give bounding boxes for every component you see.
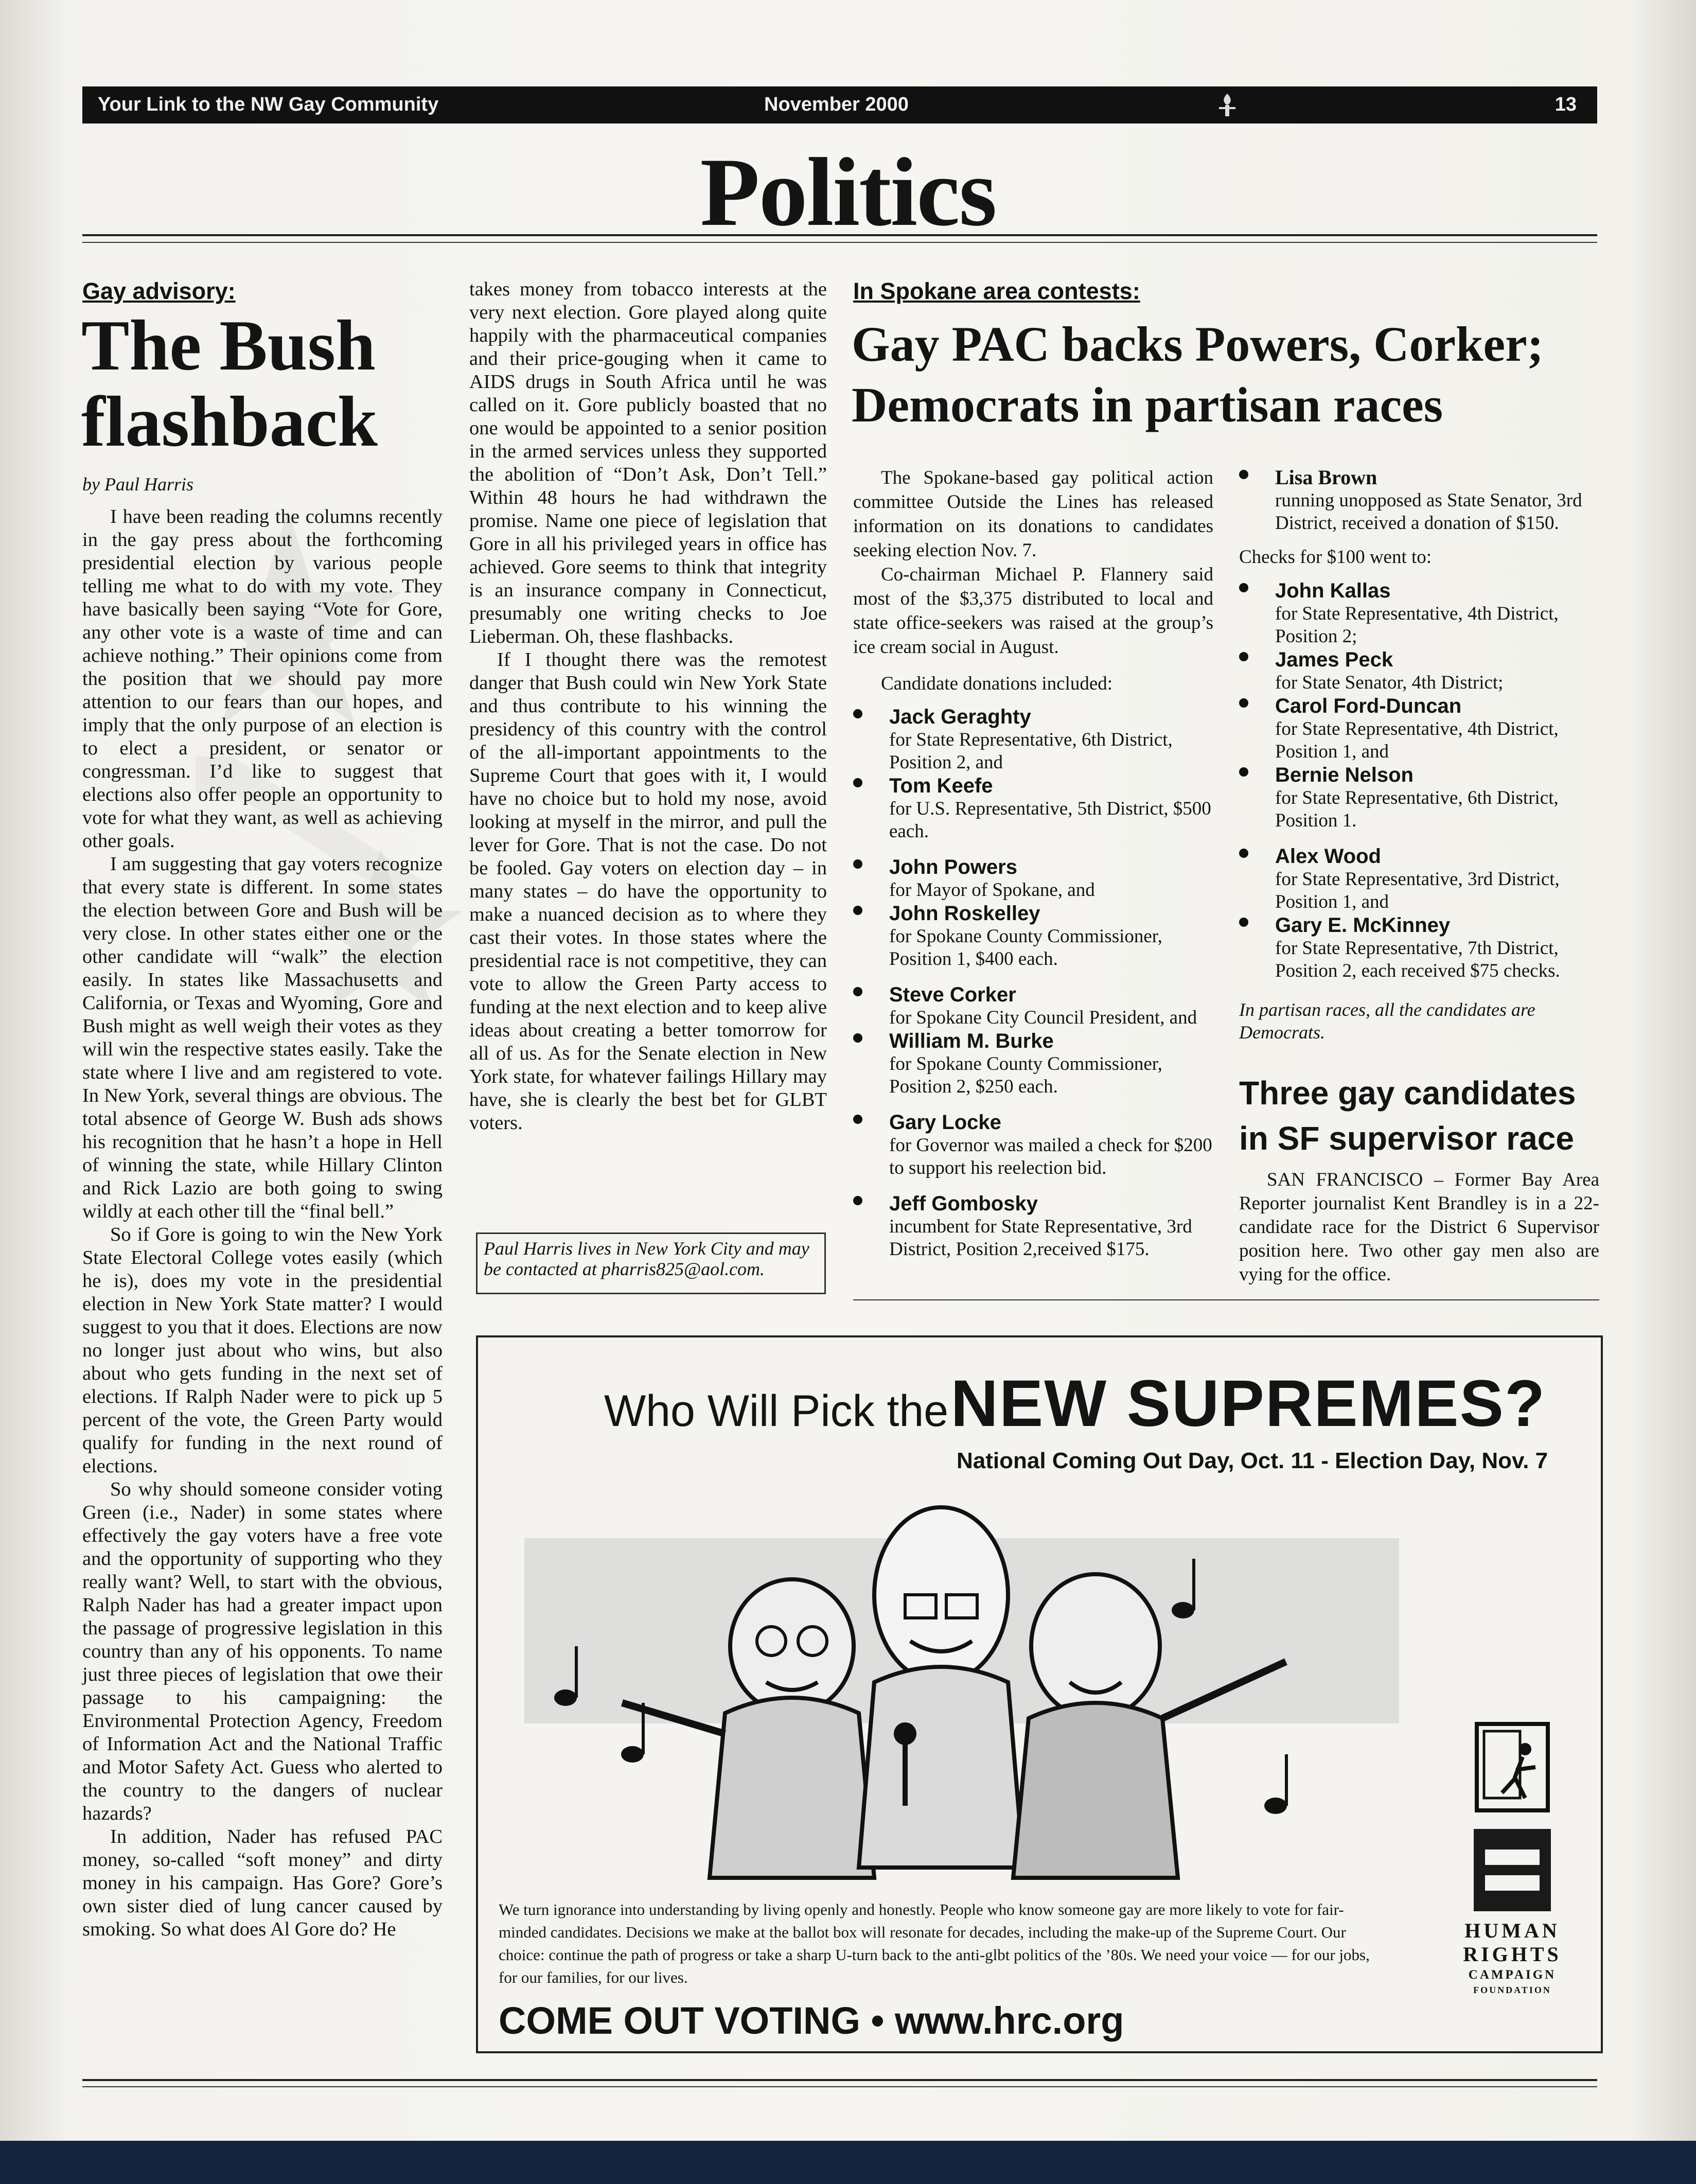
caricature-illustration	[504, 1476, 1430, 1888]
bottom-rule	[82, 2079, 1597, 2081]
list-item: William M. Burke for Spokane County Commissioner, Position 2, $250 each.	[853, 1029, 1213, 1098]
list-item: John Powers for Mayor of Spokane, and	[853, 855, 1213, 902]
paragraph: The Spokane-based gay political action committee Outside the Lines has released information on its donations to candidates seeking election Nov. 7.	[853, 467, 1213, 561]
hrc-wordmark: HUMAN RIGHTS CAMPAIGN FOUNDATION	[1463, 1919, 1562, 1995]
list-item: John Roskelley for Spokane County Commissioner, Position 1, $400 each.	[853, 902, 1213, 971]
right-headline: Gay PAC backs Powers, Corker; Democrats in partisan races	[852, 316, 1544, 432]
masthead-band	[82, 86, 1597, 124]
right-article-intro	[853, 466, 1213, 696]
paragraph: If I thought there was the remotest danger that Bush could win New York State and thus contribute to his winning the presidency of this country with the control of the all-important appointments to the Supreme Court that goes with it, I would have no choice but to hold my nose, avoid looking at myself in the mirror, and pull the lever for Gore. That is not the case. Do not be fooled. Gay voters on election day – in many states – do have the opportunity to make a nuanced decision as to where they cast their votes. In those states where the presidential race is not competitive, they can vote to allow the Green Party access to funding at the next election and to keep alive ideas about creating a better tomorrow for all of us. As for the Senate election in New York state, for whatever failings Hillary may have, she is clearly the best bet for GLBT voters.	[469, 649, 827, 1134]
paragraph: I am suggesting that gay voters recognize that every state is different. In some states the election between Gore and Bush will be very close. In other states either one or the other candidate will “walk” the election easily. In states like Massachusetts and California, or Texas and Wyoming, Gore and Bush might as well weigh their votes as they will win the respective states easily. Take the state where I live and am registered to vote. In New York, several things are obvious. The total absence of George W. Bush ads shows his recognition that he hasn’t a hope in Hell of winning the state, while Hillary Clinton and Rick Lazio are both going to swing wildly at each other till the “final bell.”	[82, 853, 443, 1222]
list-intro: Candidate donations included:	[881, 673, 1113, 694]
torch-logo-icon	[1212, 92, 1243, 118]
paragraph: In addition, Nader has refused PAC money, so-called “soft money” and dirty money in his campaign. Has Gore? Gore’s own sister died of lung cancer caused by smoking. So what does Al Gore do? He	[82, 1826, 443, 1940]
list-item: Lisa Brown running unopposed as State Senator, 3rd District, received a donation of $150.	[1239, 466, 1599, 535]
left-byline: by Paul Harris	[82, 474, 193, 495]
section-title: Politics	[700, 138, 996, 246]
paragraph: takes money from tobacco interests at the very next election. Gore played along quite happily with the pharmaceutical companies and their price-gouging when it came to AIDS drugs in South Africa until he was called on it. Gore publicly boasted that no one would be appointed to a senior position in the armed services unless they supported the abolition of “Don’t Ask, Don’t Tell.” Within 48 hours he had withdrawn the promise. Name one piece of legislation that Gore in all his privileged years in office has achieved. Gore seems to think that integrity is an insurance company in Connecticut, presumably one writing checks to Joe Lieberman. Oh, these flashbacks.	[469, 278, 827, 647]
donations-list-right-top	[1239, 466, 1599, 535]
list-item: Steve Corker for Spokane City Council President, and	[853, 983, 1213, 1029]
sf-headline: Three gay candidates in SF supervisor race	[1239, 1075, 1576, 1157]
partisan-footnote: In partisan races, all the candidates are Democrats.	[1239, 999, 1535, 1043]
paragraph: So if Gore is going to win the New York State Electoral College votes easily (which he is), does my vote in the presidential election in New York State matter? I would suggest to you that it does. Elections are now no longer just about who wins, but also about who gets funding in the next set of elections. If Ralph Nader were to pick up 5 percent of the vote, the Green Party would qualify for funding in the next round of elections.	[82, 1224, 443, 1477]
issue-date: November 2000	[764, 94, 909, 115]
page-number: 13	[1554, 94, 1577, 115]
bottom-rule-thin	[82, 2086, 1597, 2087]
left-article-column-2	[469, 278, 827, 1135]
masthead-tagline: Your Link to the NW Gay Community	[98, 94, 439, 115]
list-item: Jack Geraghty for State Representative, 6th District, Position 2, and	[853, 705, 1213, 774]
donations-list-right	[1239, 579, 1599, 982]
coming-out-door-logo-icon	[1474, 1721, 1551, 1813]
paragraph: So why should someone consider voting Green (i.e., Nader) in some states where effectively the gay voters have a free vote and the opportunity of supporting who they really want? Well, to start with the obvious, Ralph Nader has had a greater impact upon the passage of progressive legislation in this country than any of his opponents. To name just three pieces of legislation that owe their passage to his campaigning: the Environmental Protection Agency, Freedom of Information Act and the National Traffic and Motor Safety Act. Guess who alerted to the country to the dangers of nuclear hazards?	[82, 1478, 443, 1824]
title-rule-bottom	[82, 242, 1597, 243]
left-headline: The Bush flashback	[81, 306, 378, 462]
list-item: Tom Keefe for U.S. Representative, 5th District, $500 each.	[853, 774, 1213, 843]
paragraph: I have been reading the columns recently in the gay press about the forthcoming presidential election by various people telling me what to do with my vote. They have basically been saying “Vote for Gore, any other vote is a waste of time and can achieve nothing.” Their opinions come from the position that we should pay more attention to our fears than our hopes, and imply that the only purpose of an election is to elect a president, or senator or congressman. I’d like to suggest that elections also offer people an opportunity to vote for what they want, as well as achieving other goals.	[82, 506, 443, 852]
ad-subtitle: National Coming Out Day, Oct. 11 - Election Day, Nov. 7	[957, 1448, 1548, 1473]
right-kicker: In Spokane area contests:	[853, 278, 1140, 304]
list-item: John Kallas for State Representative, 4th District, Position 2;	[1239, 579, 1599, 648]
title-rule-top	[82, 234, 1597, 236]
list-item: Bernie Nelson for State Representative, 6th District, Position 1.	[1239, 763, 1599, 832]
checks-intro: Checks for $100 went to:	[1239, 547, 1432, 568]
ad-title-big: NEW SUPREMES?	[950, 1367, 1546, 1440]
left-kicker: Gay advisory:	[82, 278, 236, 304]
list-item: James Peck for State Senator, 4th District;	[1239, 648, 1599, 694]
ad-copy: We turn ignorance into understanding by living openly and honestly. People who know someone gay are more likely to vote for fair-minded candidates. Decisions we make at the ballot box will resonate for decades, including the make-up of the Supreme Court. Our choice: continue the path of progress or take a sharp U-turn back to the anti-glbt politics of the ’80s. We need your voice — for our jobs, for our families, for our lives.	[499, 1900, 1370, 1986]
ad-call-to-action: COME OUT VOTING • www.hrc.org	[499, 1999, 1124, 2042]
list-item: Jeff Gombosky incumbent for State Representative, 3rd District, Position 2,received $175.	[853, 1192, 1213, 1261]
paragraph: Co-chairman Michael P. Flannery said most of the $3,375 distributed to local and state office-seekers was raised at the group’s ice cream social in August.	[853, 564, 1213, 658]
donations-list-left	[853, 705, 1213, 1261]
ad-title	[604, 1366, 1546, 1441]
list-item: Alex Wood for State Representative, 3rd District, Position 1, and	[1239, 844, 1599, 913]
list-item: Gary Locke for Governor was mailed a check for $200 to support his reelection bid.	[853, 1111, 1213, 1179]
scan-edge	[0, 2141, 1696, 2184]
author-bio-box: Paul Harris lives in New York City and may be contacted at pharris825@aol.com.	[476, 1232, 826, 1294]
article-divider	[853, 1299, 1599, 1300]
sf-article-body: SAN FRANCISCO – Former Bay Area Reporter journalist Kent Brandley is in a 22-candidate race for the District 6 Supervisor position here. Two other gay men also are vying for the office.	[1239, 1169, 1599, 1285]
hrc-equality-logo-icon	[1474, 1829, 1551, 1911]
hrc-advertisement	[476, 1335, 1603, 2053]
list-item: Gary E. McKinney for State Representative, 7th District, Position 2, each received $75 checks.	[1239, 913, 1599, 982]
left-article-column-1	[82, 505, 443, 1941]
ad-title-small: Who Will Pick the	[604, 1386, 949, 1436]
list-item: Carol Ford-Duncan for State Representative, 4th District, Position 1, and	[1239, 694, 1599, 763]
